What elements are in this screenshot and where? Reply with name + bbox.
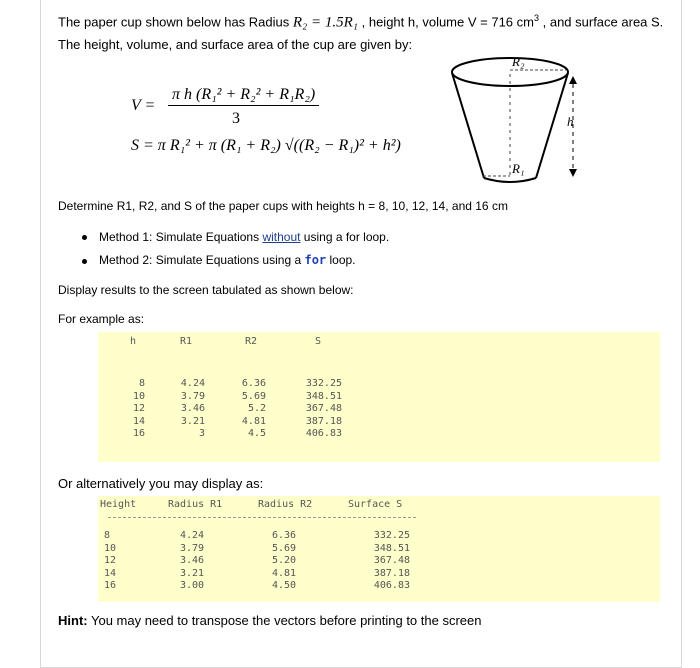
table-cell: 5.2: [247, 403, 266, 414]
intro-line-1: [58, 13, 663, 31]
table-cell: 16: [104, 580, 117, 591]
cup-left-wall: [452, 73, 484, 178]
table-cell: 387.18: [305, 415, 342, 427]
table-cell: 332.25: [305, 378, 342, 389]
table-cell: 406.83: [305, 428, 342, 439]
table2-header-height: Height: [100, 499, 137, 510]
cup-right-wall: [536, 73, 568, 178]
hint-text: You may need to transpose the vectors before printing to the screen: [87, 613, 482, 628]
display-instruction: Display results to the screen tabulated as shown below:: [58, 283, 354, 297]
table-cell: 387.18: [373, 567, 410, 579]
table-cell: 5.69: [272, 542, 297, 554]
table-cell: 3.21: [180, 415, 205, 427]
table-cell: 8: [104, 530, 111, 541]
table-cell: 3.46: [180, 555, 205, 566]
task-text: Determine R1, R2, and S of the paper cups with heights h = 8, 10, 12, 14, and 16 cm: [58, 199, 508, 213]
table-cell: 5.20: [272, 555, 297, 566]
method-1-suffix: using a for loop.: [300, 230, 390, 244]
height-arrow-down: [569, 169, 577, 177]
volume-numerator: π h (R₁² + R₂² + R₁R₂): [168, 86, 319, 106]
table-cell: 348.51: [305, 390, 342, 402]
cube-superscript: 3: [533, 13, 539, 23]
table2-col-h: [104, 530, 124, 593]
table1-col-h: [110, 378, 145, 441]
height-arrow-up: [569, 76, 577, 84]
table2-col-r2: [272, 530, 312, 593]
table-cell: 12: [132, 403, 145, 414]
table-cell: 4.81: [241, 415, 266, 427]
table-cell: 10: [132, 390, 145, 402]
table-cell: 4.24: [180, 530, 205, 541]
alternative-label: Or alternatively you may display as:: [58, 476, 264, 491]
table-cell: 8: [138, 378, 145, 389]
table1-header-s: S: [315, 336, 322, 347]
table-cell: 14: [132, 415, 145, 427]
cup-label-r2: R₂: [512, 54, 525, 69]
volume-denominator: 3: [232, 110, 240, 127]
table-cell: 14: [104, 567, 117, 579]
table1-col-r1: [160, 378, 205, 441]
surface-formula: S = π R₁² + π (R₁ + R₂) √((R₂ − R₁)² + h²): [131, 137, 401, 154]
table-cell: 4.81: [272, 567, 297, 579]
method-2-prefix: Method 2: Simulate Equations using a: [99, 253, 305, 267]
table-cell: 332.25: [373, 530, 410, 541]
table-cell: 12: [104, 555, 117, 566]
table1-header-r1: R1: [180, 336, 193, 347]
table-cell: 10: [104, 542, 117, 554]
table-cell: 3.79: [180, 542, 205, 554]
method-2-suffix: loop.: [326, 253, 356, 267]
volume-lhs: V =: [131, 97, 156, 114]
intro-text-a: The paper cup shown below has Radius: [58, 14, 293, 30]
for-keyword: for: [304, 253, 327, 267]
hint-label: Hint:: [58, 613, 88, 628]
table-cell: 6.36: [241, 378, 266, 389]
table-cell: 4.5: [247, 428, 266, 439]
table2-col-s: [352, 530, 410, 593]
method-1-underlined: without: [262, 230, 301, 244]
table-cell: 16: [132, 428, 145, 439]
table2-header-r1: Radius R1: [168, 499, 223, 510]
cup-label-h: h: [567, 114, 574, 129]
intro-line-2: The height, volume, and surface area of the cup are given by:: [58, 37, 413, 52]
example-label: For example as:: [58, 312, 145, 326]
radius-relation: R₂ = 1.5R₁: [292, 14, 359, 31]
table-cell: 5.69: [241, 390, 266, 402]
table2-header-s: Surface S: [348, 499, 403, 510]
intro-text-b: , height h, volume V = 716 cm: [358, 14, 534, 30]
table-cell: 4.24: [180, 378, 205, 389]
bullet-dot: [82, 259, 87, 264]
table-cell: 406.83: [373, 580, 410, 591]
method-2: [99, 253, 356, 267]
cup-label-r1: R₁: [512, 161, 525, 176]
table-cell: 367.48: [373, 555, 410, 566]
table-cell: 3.00: [180, 580, 205, 591]
table-cell: 4.50: [272, 580, 297, 591]
table2-separator: [108, 517, 416, 518]
table-cell: 6.36: [272, 530, 297, 541]
intro-text-c: , and surface area S.: [539, 14, 664, 30]
table1-col-r2: [220, 378, 266, 441]
table-cell: 3.46: [180, 403, 205, 414]
table2-col-r1: [180, 530, 220, 593]
table1-col-s: [285, 378, 342, 441]
table-cell: 348.51: [373, 542, 410, 554]
table-cell: 3: [198, 428, 205, 439]
method-1: [99, 230, 389, 244]
table-cell: 3.21: [180, 567, 205, 579]
bullet-dot: [82, 235, 87, 240]
hint: [58, 613, 481, 628]
cup-bottom: [484, 178, 536, 182]
table-cell: 367.48: [305, 403, 342, 414]
table2-header-r2: Radius R2: [258, 499, 313, 510]
table1-header-r2: R2: [245, 336, 258, 347]
table-cell: 3.79: [180, 390, 205, 402]
method-1-prefix: Method 1: Simulate Equations: [99, 230, 263, 244]
table1-header-h: h: [130, 336, 137, 347]
